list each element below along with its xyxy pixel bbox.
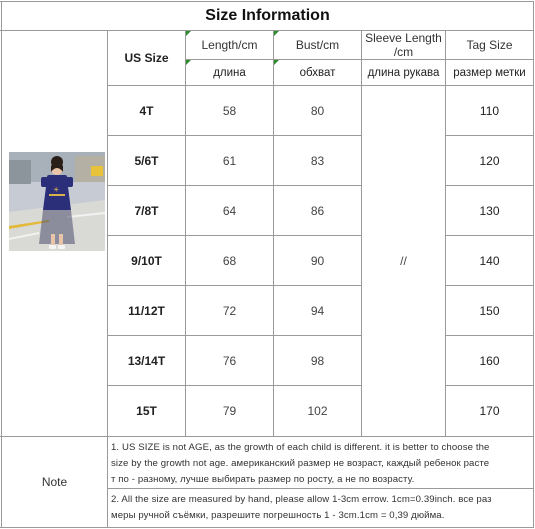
dress-print-glyph: ☀ [53, 187, 60, 194]
row-length: 64 [222, 203, 237, 218]
note-line: меры ручной съёмки, разрешите погрешность 1 - 3cm.1cm = 0,39 дюйма. [111, 510, 445, 521]
header-bust: Bust/cm [295, 38, 340, 52]
row-bust: 102 [307, 404, 328, 418]
note-line: size by the growth not age. американский размер не возраст, каждый ребенок расте [111, 458, 490, 469]
row-tag: 140 [479, 253, 500, 268]
header-us-size: US Size [124, 51, 169, 65]
row-bust: 94 [310, 303, 325, 318]
header-sleeve-line2: /cm [393, 45, 414, 59]
note-label: Note [41, 475, 68, 489]
row-size: 7/8T [134, 203, 159, 218]
row-size: 11/12T [128, 303, 165, 318]
row-bust: 80 [310, 103, 325, 118]
row-size: 5/6T [134, 153, 159, 168]
header-length: Length/cm [201, 38, 258, 52]
grid-line [0, 527, 534, 528]
note-2 [111, 492, 533, 524]
grid-line [107, 488, 534, 489]
row-length: 68 [222, 253, 237, 268]
note-1 [111, 440, 533, 488]
row-size: 9/10T [131, 253, 162, 268]
row-size: 15T [136, 404, 157, 418]
page-title: Size Information [205, 7, 330, 24]
row-length: 58 [222, 103, 237, 118]
sleeve-length-value: // [400, 254, 407, 268]
row-tag: 110 [479, 103, 500, 118]
header-sleeve-line1: Sleeve Length [365, 31, 442, 45]
row-tag: 170 [479, 404, 500, 418]
row-tag: 150 [479, 303, 500, 318]
header-sleeve-ru: длина рукава [367, 66, 440, 79]
note-line: 2. All the size are measured by hand, please allow 1-3cm errow. 1cm=0.39inch. все раз [111, 494, 492, 505]
note-line: т по - разному, лучше выбирать размер по росту, а не по возрасту. [111, 474, 415, 485]
header-bust-ru: обхват [299, 66, 336, 79]
row-size: 4T [139, 103, 154, 118]
header-tag-size: Tag Size [466, 38, 513, 52]
row-bust: 86 [310, 203, 325, 218]
row-length: 61 [222, 153, 237, 168]
grid-line [533, 1, 534, 528]
row-tag: 120 [479, 153, 500, 168]
row-bust: 83 [310, 153, 325, 168]
header-tag-size-ru: размер метки [453, 66, 526, 79]
header-length-ru: длина [213, 66, 246, 79]
product-photo-illustration [9, 152, 105, 251]
header-sleeve [362, 31, 445, 59]
product-photo [9, 152, 105, 251]
row-bust: 98 [310, 353, 325, 368]
row-tag: 130 [479, 203, 500, 218]
row-length: 72 [222, 303, 237, 318]
row-length: 79 [222, 404, 237, 418]
note-line: 1. US SIZE is not AGE, as the growth of each child is different. it is better to choose the [111, 442, 490, 453]
row-bust: 90 [310, 253, 325, 268]
row-size: 13/14T [127, 353, 166, 368]
row-length: 76 [222, 353, 237, 368]
row-tag: 160 [479, 353, 500, 368]
